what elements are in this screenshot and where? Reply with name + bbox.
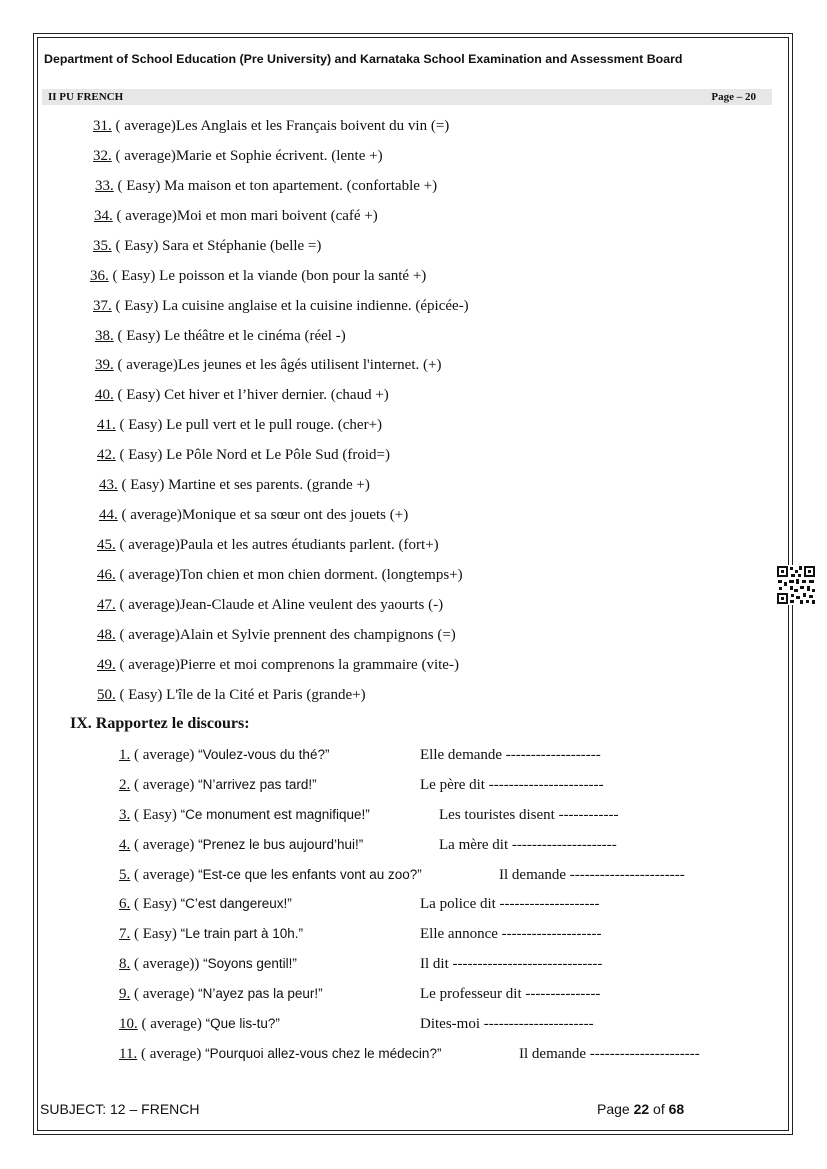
item-number: 50. (97, 687, 116, 703)
item-level: ( average) (119, 627, 180, 643)
list-item (95, 386, 389, 404)
list-item (97, 626, 456, 644)
item-number: 46. (97, 567, 116, 583)
item-answer: Elle annonce -------------------- (420, 926, 602, 942)
item-answer: Le professeur dit --------------- (420, 986, 601, 1002)
item-level: ( average) (134, 867, 195, 883)
list-item (97, 416, 382, 434)
item-level: ( Easy) (117, 328, 161, 344)
footer-subject: SUBJECT: 12 – FRENCH (40, 1101, 200, 1117)
item-number: 41. (97, 417, 116, 433)
item-number: 43. (99, 477, 118, 493)
item-level: ( average) (141, 1016, 202, 1032)
item-level: ( average) (140, 1046, 202, 1062)
item-quote: “Ce monument est magnifique!” (180, 807, 370, 822)
item-text: L'île de la Cité et Paris (grande+) (162, 687, 366, 703)
item-number: 42. (97, 447, 116, 463)
footer-page-total: 68 (668, 1101, 685, 1117)
item-number: 39. (95, 357, 114, 373)
item-number: 1. (119, 747, 131, 763)
item-number: 48. (97, 627, 116, 643)
item-number: 3. (119, 807, 131, 823)
item-text: La cuisine anglaise et la cuisine indienne. (épicée-) (158, 298, 469, 314)
list-item (119, 955, 297, 973)
footer-page-number: 22 (633, 1101, 650, 1117)
item-number: 44. (99, 507, 118, 523)
item-text: Monique et sa sœur ont des jouets (+) (181, 507, 409, 523)
item-answer: Il demande ----------------------- (499, 867, 685, 883)
list-item (119, 776, 317, 794)
list-item (119, 866, 422, 884)
item-level: ( average) (119, 567, 180, 583)
item-number: 5. (119, 867, 131, 883)
item-level: ( Easy) (121, 477, 165, 493)
list-item (95, 177, 437, 195)
item-number: 35. (93, 238, 112, 254)
item-level: ( Easy) (112, 268, 156, 284)
page-label: Page – 20 (711, 91, 756, 103)
item-text: Jean-Claude et Aline veulent des yaourts (-) (179, 597, 444, 613)
item-number: 47. (97, 597, 116, 613)
item-answer: Il demande ---------------------- (519, 1046, 700, 1062)
item-level: ( average) (134, 777, 195, 793)
item-number: 31. (93, 118, 112, 134)
item-level: ( Easy) (119, 687, 163, 703)
list-item (90, 267, 426, 285)
item-quote: “Prenez le bus aujourd’hui!” (198, 837, 364, 852)
item-number: 9. (119, 986, 131, 1002)
item-answer: Il dit ------------------------------ (420, 956, 603, 972)
item-quote: “C’est dangereux!” (180, 896, 292, 911)
item-level: ( average) (115, 148, 176, 164)
footer-page-prefix: Page (597, 1101, 634, 1117)
item-level: ( average) (119, 597, 180, 613)
list-item (99, 476, 370, 494)
list-item (95, 327, 346, 345)
item-level: ( average) (134, 986, 195, 1002)
list-item (95, 356, 441, 374)
department-header: Department of School Education (Pre University) and Karnataka School Examination and Assessment Board (44, 52, 683, 66)
item-text: Sara et Stéphanie (belle =) (158, 238, 322, 254)
item-number: 38. (95, 328, 114, 344)
item-level: ( average) (119, 537, 180, 553)
list-item (119, 1015, 280, 1033)
item-answer: La mère dit --------------------- (439, 837, 617, 853)
item-level: ( average) (115, 118, 176, 134)
item-level: ( Easy) (134, 896, 177, 912)
item-level: ( Easy) (117, 178, 161, 194)
item-number: 45. (97, 537, 116, 553)
list-item (99, 506, 408, 524)
section-title: IX. Rapportez le discours: (70, 715, 250, 732)
item-quote: “N’ayez pas la peur!” (198, 986, 323, 1001)
item-text: Les Anglais et les Français boivent du vin (=) (175, 118, 450, 134)
list-item (97, 536, 439, 554)
list-item (93, 237, 321, 255)
item-quote: “Que lis-tu?” (205, 1016, 280, 1031)
item-number: 4. (119, 837, 131, 853)
list-item (97, 596, 443, 614)
item-answer: La police dit -------------------- (420, 896, 600, 912)
item-text: Le Pôle Nord et Le Pôle Sud (froid=) (162, 447, 390, 463)
item-text: Pierre et moi comprenons la grammaire (vite-) (179, 657, 459, 673)
item-text: Ton chien et mon chien dorment. (longtemps+) (179, 567, 463, 583)
item-number: 11. (119, 1046, 138, 1062)
list-item (93, 117, 449, 135)
subject-label: II PU FRENCH (48, 91, 124, 103)
item-answer: Les touristes disent ------------ (439, 807, 619, 823)
item-quote: “Pourquoi allez-vous chez le médecin?” (205, 1046, 442, 1061)
item-level: ( average) (117, 357, 178, 373)
item-level: ( Easy) (119, 447, 163, 463)
item-number: 8. (119, 956, 131, 972)
item-text: Moi et mon mari boivent (café +) (176, 208, 378, 224)
item-text: Cet hiver et l’hiver dernier. (chaud +) (160, 387, 389, 403)
item-text: Paula et les autres étudiants parlent. (fort+) (179, 537, 439, 553)
item-text: Les jeunes et les âgés utilisent l'internet. (+) (177, 357, 442, 373)
item-number: 2. (119, 777, 131, 793)
qr-code-icon (776, 565, 816, 605)
list-item (119, 836, 363, 854)
item-level: ( Easy) (134, 807, 177, 823)
item-level: ( average) (116, 208, 177, 224)
item-text: Martine et ses parents. (grande +) (164, 477, 370, 493)
item-quote: “Voulez-vous du thé?” (198, 747, 330, 762)
item-level: ( Easy) (119, 417, 163, 433)
item-text: Le poisson et la viande (bon pour la santé +) (155, 268, 427, 284)
item-level: ( Easy) (134, 926, 177, 942)
item-number: 7. (119, 926, 131, 942)
item-level: ( average)) (134, 956, 200, 972)
item-level: ( Easy) (115, 238, 159, 254)
list-item (94, 207, 378, 225)
item-number: 32. (93, 148, 112, 164)
item-quote: “N’arrivez pas tard!” (198, 777, 317, 792)
list-item (119, 895, 292, 913)
subject-bar (42, 89, 772, 105)
item-level: ( Easy) (117, 387, 161, 403)
list-item (119, 1045, 441, 1063)
item-number: 49. (97, 657, 116, 673)
list-item (97, 656, 459, 674)
list-item (97, 446, 390, 464)
item-text: Alain et Sylvie prennent des champignons (=) (179, 627, 456, 643)
item-answer: Elle demande ------------------- (420, 747, 601, 763)
item-answer: Dites-moi ---------------------- (420, 1016, 594, 1032)
item-level: ( Easy) (115, 298, 159, 314)
item-quote: “Soyons gentil!” (203, 956, 297, 971)
item-level: ( average) (134, 747, 195, 763)
list-item (119, 806, 370, 824)
item-level: ( average) (119, 657, 180, 673)
item-level: ( average) (121, 507, 182, 523)
item-number: 40. (95, 387, 114, 403)
list-item (119, 985, 323, 1003)
list-item (93, 297, 469, 315)
item-number: 36. (90, 268, 109, 284)
item-text: Marie et Sophie écrivent. (lente +) (175, 148, 383, 164)
list-item (93, 147, 383, 165)
item-text: Le théâtre et le cinéma (réel -) (160, 328, 346, 344)
item-text: Ma maison et ton apartement. (confortable +) (160, 178, 438, 194)
item-number: 10. (119, 1016, 138, 1032)
list-item (119, 925, 303, 943)
item-number: 6. (119, 896, 131, 912)
item-level: ( average) (134, 837, 195, 853)
item-number: 37. (93, 298, 112, 314)
item-quote: “Le train part à 10h.” (180, 926, 303, 941)
item-quote: “Est-ce que les enfants vont au zoo?” (198, 867, 422, 882)
item-number: 33. (95, 178, 114, 194)
footer-page-of: of (649, 1101, 669, 1117)
item-text: Le pull vert et le pull rouge. (cher+) (162, 417, 383, 433)
footer-page-count (597, 1101, 684, 1117)
list-item (119, 746, 329, 764)
list-item (97, 566, 463, 584)
list-item (97, 686, 366, 704)
item-number: 34. (94, 208, 113, 224)
item-answer: Le père dit ----------------------- (420, 777, 604, 793)
